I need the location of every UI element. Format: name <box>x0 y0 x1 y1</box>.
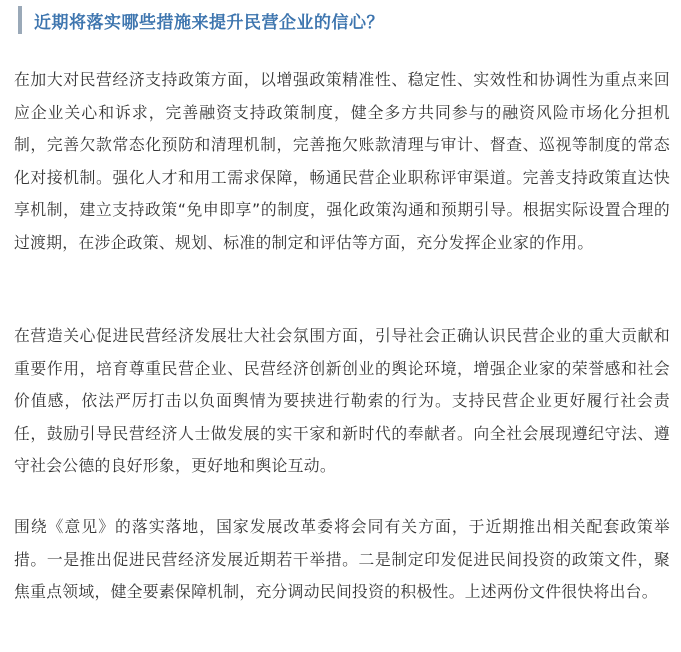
section-heading <box>18 6 384 34</box>
paragraph-social-atmosphere: 在营造关心促进民营经济发展壮大社会氛围方面，引导社会正确认识民营企业的重大贡献和重要作用，培育尊重民营企业、民营经济创新创业的舆论环境，增强企业家的荣誉感和社会价值感，依法严厉打击以负面舆情为要挟进行勒索的行为。支持民营企业更好履行社会责任，鼓励引导民营经济人士做发展的实干家和新时代的奉献者。向全社会展现遵纪守法、遵守社会公德的良好形象，更好地和舆论互动。 <box>14 326 670 475</box>
section-heading-text: 近期将落实哪些措施来提升民营企业的信心？ <box>34 12 384 33</box>
paragraph-support-policies: 在加大对民营经济支持政策方面，以增强政策精准性、稳定性、实效性和协调性为重点来回应企业关心和诉求，完善融资支持政策制度，健全多方共同参与的融资风险市场化分担机制，完善欠款常态化预防和清理机制，完善拖欠账款清理与审计、督查、巡视等制度的常态化对接机制。强化人才和用工需求保障，畅通民营企业职称评审渠道。完善支持政策直达快享机制，建立支持政策“免申即享”的制度，强化政策沟通和预期引导。根据实际设置合理的过渡期，在涉企政策、规划、标准的制定和评估等方面，充分发挥企业家的作用。 <box>14 70 670 252</box>
paragraph-supporting-measures: 围绕《意见》的落实落地，国家发展改革委将会同有关方面，于近期推出相关配套政策举措。一是推出促进民营经济发展近期若干举措。二是制定印发促进民间投资的政策文件，聚焦重点领域，健全要素保障机制，充分调动民间投资的积极性。上述两份文件很快将出台。 <box>14 517 670 601</box>
